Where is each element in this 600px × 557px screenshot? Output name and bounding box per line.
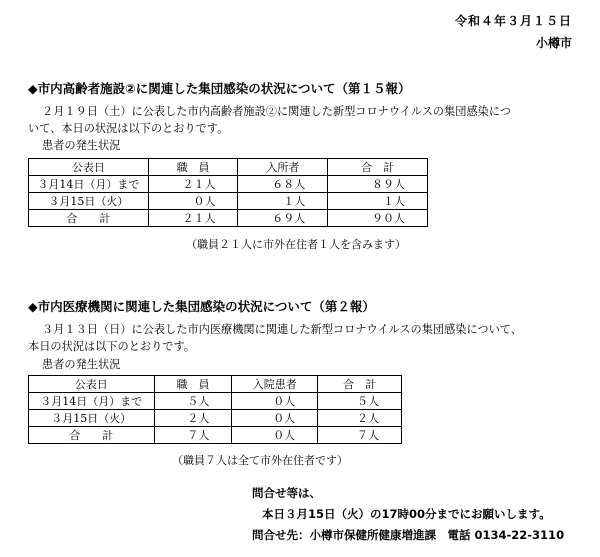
table-cell: ７人 xyxy=(154,427,232,444)
section2-note: （職員７人は全て市外在住者です） xyxy=(172,454,348,467)
table-cell: ０人 xyxy=(232,427,318,444)
column-header: 合 計 xyxy=(318,376,402,393)
section2-table xyxy=(28,375,402,444)
table-cell: 合 計 xyxy=(29,210,149,227)
column-header: 合 計 xyxy=(328,159,428,176)
section1-paragraph-line1: ２月１９日（土）に公表した市内高齢者施設②に関連した新型コロナウイルスの集団感染につ xyxy=(42,105,511,118)
section1-table xyxy=(28,158,428,227)
table-cell: ０人 xyxy=(232,393,318,410)
table-cell: 合 計 xyxy=(29,427,155,444)
table-cell: ３月15日（火） xyxy=(29,193,149,210)
contact-department-phone: 問合せ先：小樽市保健所健康増進課 電話 0134-22-3110 xyxy=(252,528,565,542)
column-header: 公表日 xyxy=(29,376,155,393)
contact-deadline: 本日３月15日（火）の17時00分までにお願いします。 xyxy=(262,507,551,521)
issue-date: 令和４年３月１５日 xyxy=(454,14,572,28)
table-row xyxy=(29,410,402,427)
table-cell: ２１人 xyxy=(148,176,238,193)
table-cell: ６９人 xyxy=(238,210,328,227)
table-cell: ２人 xyxy=(154,410,232,427)
section2-paragraph-line2: 本日の状況は以下のとおりです。 xyxy=(28,340,195,353)
table-total-row xyxy=(29,210,428,227)
section2-table-title: 患者の発生状況 xyxy=(42,358,121,371)
table-cell: １人 xyxy=(238,193,328,210)
table-cell: ３月14日（月）まで xyxy=(29,393,155,410)
column-header: 入所者 xyxy=(238,159,328,176)
table-cell: ３月15日（火） xyxy=(29,410,155,427)
table-cell: ３月14日（月）まで xyxy=(29,176,149,193)
column-header: 職 員 xyxy=(154,376,232,393)
table-cell: ５人 xyxy=(154,393,232,410)
table-header-row xyxy=(29,159,428,176)
table-total-row xyxy=(29,427,402,444)
contact-intro: 問合せ等は、 xyxy=(252,486,321,500)
section1-table-title: 患者の発生状況 xyxy=(42,139,121,152)
section1-heading: ◆市内高齢者施設②に関連した集団感染の状況について（第１５報） xyxy=(28,81,411,96)
section2-heading: ◆市内医療機関に関連した集団感染の状況について（第２報） xyxy=(28,299,375,314)
table-cell: ７人 xyxy=(318,427,402,444)
column-header: 公表日 xyxy=(29,159,149,176)
section1-note: （職員２１人に市外在住者１人を含みます） xyxy=(186,238,406,251)
table-cell: ９０人 xyxy=(328,210,428,227)
column-header: 入院患者 xyxy=(232,376,318,393)
table-cell: ８９人 xyxy=(328,176,428,193)
section1-paragraph-line2: いて、本日の状況は以下のとおりです。 xyxy=(28,122,229,135)
table-header-row xyxy=(29,376,402,393)
table-cell: １人 xyxy=(328,193,428,210)
table-cell: ２人 xyxy=(318,410,402,427)
table-cell: ０人 xyxy=(232,410,318,427)
table-cell: ２１人 xyxy=(148,210,238,227)
table-row xyxy=(29,176,428,193)
table-cell: ５人 xyxy=(318,393,402,410)
column-header: 職 員 xyxy=(148,159,238,176)
section2-paragraph-line1: ３月１３日（日）に公表した市内医療機関に関連した新型コロナウイルスの集団感染について、 xyxy=(42,323,522,336)
table-cell: ６８人 xyxy=(238,176,328,193)
issuer-city: 小樽市 xyxy=(535,36,572,50)
table-row xyxy=(29,193,428,210)
table-cell: ０人 xyxy=(148,193,238,210)
table-row xyxy=(29,393,402,410)
